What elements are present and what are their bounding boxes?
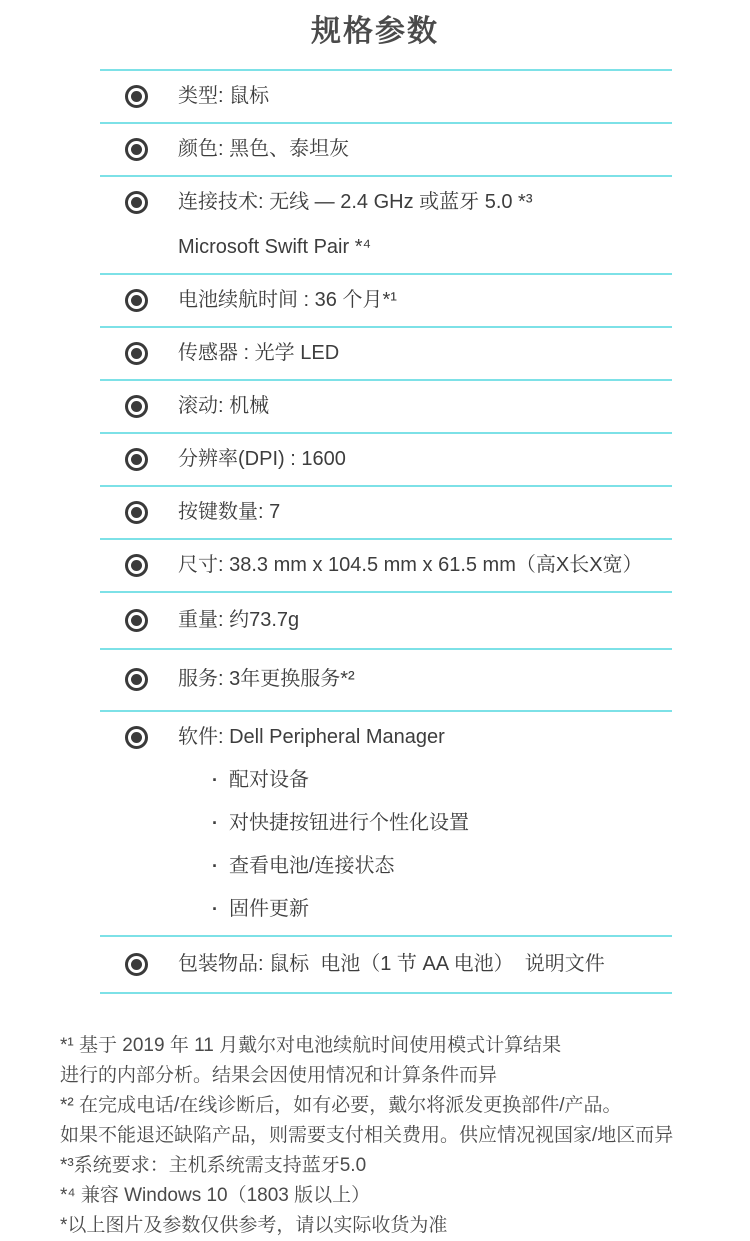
- radio-bullet-icon: [125, 554, 148, 577]
- spec-text-connectivity-line2: Microsoft Swift Pair *⁴: [178, 236, 372, 258]
- spec-row-dimensions: [100, 538, 672, 591]
- radio-bullet-icon: [125, 289, 148, 312]
- spec-row-dpi: [100, 432, 672, 485]
- spec-text-color: 颜色: 黑色、泰坦灰: [178, 138, 350, 160]
- radio-bullet-icon: [125, 191, 148, 214]
- spec-text-sensor: 传感器 : 光学 LED: [178, 342, 340, 364]
- spec-text-weight: 重量: 约73.7g: [178, 609, 300, 631]
- spec-text-service: 服务: 3年更换服务*²: [178, 668, 355, 690]
- spec-row-service: [100, 648, 672, 710]
- spec-text-battery-life: 电池续航时间 : 36 个月*¹: [178, 289, 397, 311]
- spec-row-type: [100, 69, 672, 122]
- radio-bullet-icon: [125, 953, 148, 976]
- software-feature-item: · 对快捷按钮进行个性化设置: [212, 809, 469, 837]
- footnote-line-disclaimer: *以上图片及参数仅供参考，请以实际收货为准: [60, 1215, 448, 1236]
- page-title: 规格参数: [311, 15, 439, 48]
- spec-row-weight: [100, 591, 672, 648]
- software-feature-item: · 配对设备: [212, 766, 469, 794]
- footnote-line-2-cont: 如果不能退还缺陷产品，则需要支付相关费用。供应情况视国家/地区而异: [60, 1125, 674, 1146]
- radio-bullet-icon: [125, 138, 148, 161]
- spec-text-dimensions: 尺寸: 38.3 mm x 104.5 mm x 61.5 mm（高X长X宽）: [178, 554, 643, 576]
- footnote-line-3: *³系统要求：主机系统需支持蓝牙5.0: [60, 1155, 367, 1176]
- spec-row-package-contents: [100, 935, 672, 992]
- footnote-line-4: *⁴ 兼容 Windows 10（1803 版以上）: [60, 1185, 371, 1206]
- radio-bullet-icon: [125, 668, 148, 691]
- radio-bullet-icon: [125, 448, 148, 471]
- spec-row-sensor: [100, 326, 672, 379]
- radio-bullet-icon: [125, 501, 148, 524]
- radio-bullet-icon: [125, 85, 148, 108]
- spec-text-type: 类型: 鼠标: [178, 85, 270, 107]
- software-feature-item: · 固件更新: [212, 895, 469, 923]
- spec-row-color: [100, 122, 672, 175]
- footnotes: [60, 1031, 714, 1241]
- spec-row-buttons: [100, 485, 672, 538]
- spec-row-connectivity: [100, 175, 672, 273]
- radio-bullet-icon: [125, 342, 148, 365]
- spec-text-package-contents: 包装物品: 鼠标 电池（1 节 AA 电池） 说明文件: [178, 953, 605, 975]
- radio-bullet-icon: [125, 726, 148, 749]
- radio-bullet-icon: [125, 395, 148, 418]
- footnote-line-2: *² 在完成电话/在线诊断后，如有必要，戴尔将派发更换部件/产品。: [60, 1095, 622, 1116]
- spec-text-dpi: 分辨率(DPI) : 1600: [178, 448, 346, 470]
- footnote-line-1-cont: 进行的内部分析。结果会因使用情况和计算条件而异: [60, 1065, 498, 1086]
- spec-text-buttons: 按键数量: 7: [178, 501, 281, 523]
- spec-text-connectivity: 连接技术: 无线 — 2.4 GHz 或蓝牙 5.0 *³: [178, 191, 533, 213]
- footnote-line-1: *¹ 基于 2019 年 11 月戴尔对电池续航时间使用模式计算结果: [60, 1035, 562, 1056]
- spec-row-battery-life: [100, 273, 672, 326]
- software-feature-item: · 查看电池/连接状态: [212, 852, 469, 880]
- spec-text-scrolling: 滚动: 机械: [178, 395, 270, 417]
- spec-table: [100, 69, 672, 994]
- spec-text-software: 软件: Dell Peripheral Manager: [178, 726, 445, 748]
- spec-row-software: [100, 710, 672, 935]
- spec-row-scrolling: [100, 379, 672, 432]
- radio-bullet-icon: [125, 609, 148, 632]
